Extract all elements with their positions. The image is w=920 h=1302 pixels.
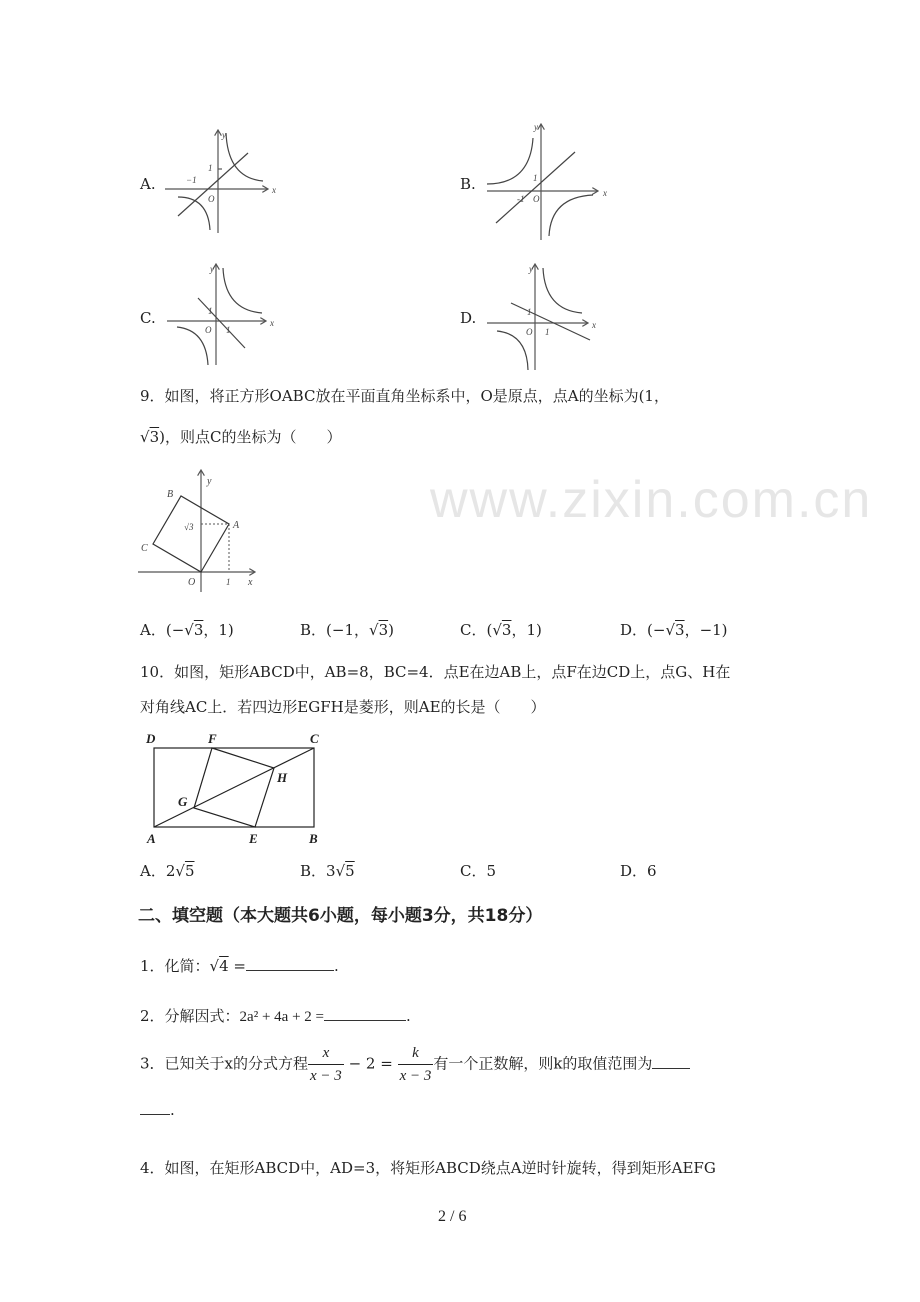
graph-b (487, 122, 607, 240)
q8-option-d: D. (460, 309, 477, 327)
origin-label: O (533, 194, 540, 204)
y-axis-label: y (210, 264, 214, 274)
q8-option-b: B. (460, 175, 476, 193)
tick-label: 1 (533, 173, 538, 183)
fill-q3: 3．已知关于x的分式方程 $\frac{x}{x - 3}$ − 2 = $\frac{k}{x - 3}$ 有一个正数解，则k的取值范围为 (140, 1042, 690, 1087)
answer-blank[interactable] (652, 1054, 690, 1069)
fill-q1: 1．化简：√4 = . (140, 957, 339, 975)
x-axis-label: x (603, 188, 607, 198)
point-b-label: B (167, 489, 174, 500)
y-axis-label: y (222, 130, 226, 140)
y-axis-label: y (534, 122, 538, 132)
q10-option-b[interactable]: B．3√5 (300, 862, 355, 880)
q10-option-d[interactable]: D．6 (620, 862, 657, 880)
tick-label: 1 (527, 307, 532, 317)
x-axis-label: x (248, 577, 253, 588)
q8-option-c: C. (140, 309, 156, 327)
tick-label: √3 (184, 522, 194, 532)
q9-option-a[interactable]: A．(−√3，1) (140, 621, 234, 639)
page-number: 2 / 6 (438, 1208, 467, 1225)
tick-label: 1 (226, 577, 231, 587)
answer-blank[interactable] (246, 956, 334, 971)
tick-label: -1 (517, 194, 525, 204)
origin-label: O (188, 577, 196, 588)
q9-option-c[interactable]: C．(√3，1) (460, 621, 542, 639)
fill-q2: 2．分解因式：2a² + 4a + 2 = . (140, 1007, 411, 1025)
point-g-label: G (178, 794, 188, 809)
q9-option-d[interactable]: D．(−√3，−1) (620, 621, 728, 639)
section-heading: 二、填空题（本大题共6小题，每小题3分，共18分） (138, 906, 543, 926)
fill-q4: 4．如图，在矩形ABCD中，AD=3，将矩形ABCD绕点A逆时针旋转，得到矩形AEFG (140, 1159, 716, 1177)
point-a-label: A (233, 520, 240, 531)
origin-label: O (208, 194, 215, 204)
y-axis-label: y (207, 476, 212, 487)
q10-question-line1: 10．如图，矩形ABCD中，AB=8，BC=4．点E在边AB上，点F在边CD上，点G、H在 (140, 663, 731, 681)
point-f-label: F (208, 731, 217, 746)
tick-label: 1 (226, 325, 231, 335)
point-e-label: E (249, 831, 258, 846)
q9-figure (138, 470, 255, 592)
tick-label: 1 (208, 306, 213, 316)
answer-blank[interactable] (140, 1100, 170, 1115)
tick-label: 1 (545, 327, 550, 337)
point-c-label: C (141, 543, 148, 554)
origin-label: O (526, 327, 533, 337)
q10-figure (145, 731, 319, 846)
point-h-label: H (277, 770, 288, 785)
q9-question-line2: √3)，则点C的坐标为（ ） (140, 428, 342, 446)
q10-option-c[interactable]: C．5 (460, 862, 497, 880)
fill-q3-continuation: . (140, 1100, 175, 1120)
graph-c (167, 264, 274, 365)
q9-question-line1: 9．如图，将正方形OABC放在平面直角坐标系中，O是原点，点A的坐标为(1， (140, 387, 669, 405)
x-axis-label: x (592, 320, 596, 330)
q10-option-a[interactable]: A．2√5 (140, 862, 195, 880)
point-d-label: D (146, 731, 156, 746)
x-axis-label: x (272, 185, 276, 195)
tick-label: −1 (186, 175, 197, 185)
point-b-label: B (309, 831, 318, 846)
y-axis-label: y (529, 264, 533, 274)
q10-question-line2: 对角线AC上．若四边形EGFH是菱形，则AE的长是（ ） (140, 698, 546, 716)
watermark: www.zixin.com.cn (430, 471, 873, 529)
q9-option-b[interactable]: B．(−1，√3) (300, 621, 394, 639)
x-axis-label: x (270, 318, 274, 328)
tick-label: 1 (208, 163, 213, 173)
q8-option-a: A. (140, 175, 156, 193)
point-c-label: C (310, 731, 319, 746)
origin-label: O (205, 325, 212, 335)
point-a-label: A (147, 831, 156, 846)
answer-blank[interactable] (324, 1006, 406, 1021)
graph-d (487, 264, 596, 370)
graph-a (165, 130, 276, 233)
